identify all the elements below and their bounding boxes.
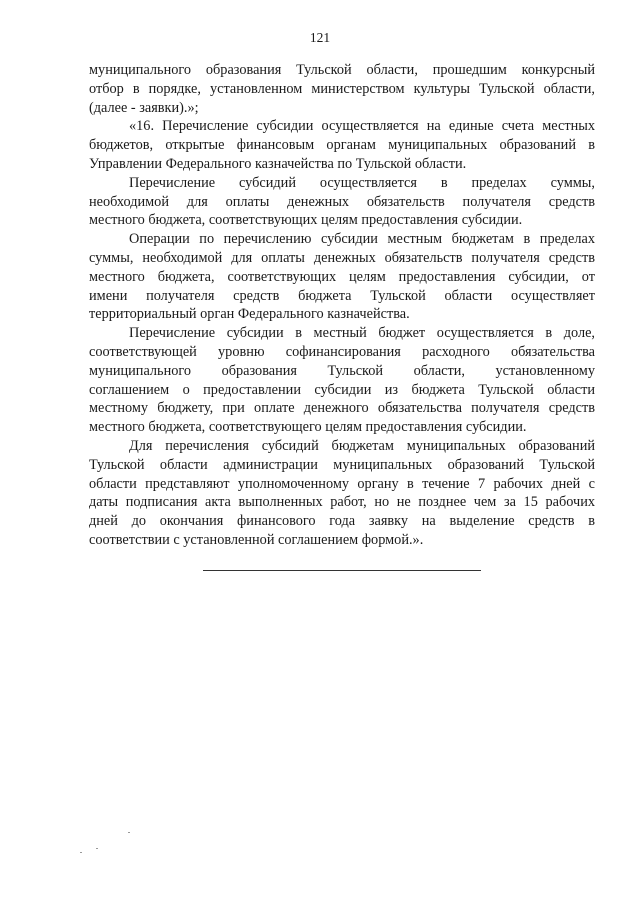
text-line: местному бюджету, при оплате денежного обязательства получателя средств bbox=[89, 400, 595, 417]
paragraph bbox=[89, 324, 595, 437]
scan-artifact bbox=[128, 832, 130, 833]
text-line: области представляют уполномоченному органу в течение 7 рабочих дней с bbox=[89, 475, 595, 492]
text-line: суммы, необходимой для оплаты денежных обязательств получателя средств bbox=[89, 249, 595, 266]
text-line: имени получателя средств бюджета Тульской области осуществляет bbox=[89, 287, 595, 304]
text-line: местного бюджета, соответствующего целям предоставления субсидии. bbox=[89, 419, 527, 436]
text-line: необходимой для оплаты денежных обязательств получателя средств bbox=[89, 193, 595, 210]
text-line: (далее - заявки).»; bbox=[89, 99, 199, 116]
paragraph bbox=[89, 117, 595, 173]
text-line: муниципального образования Тульской области, установленному bbox=[89, 362, 595, 379]
text-line: Для перечисления субсидий бюджетам муниципальных образований bbox=[129, 437, 595, 454]
text-line: местного бюджета, соответствующих целям предоставления субсидии. bbox=[89, 212, 523, 229]
closing-separator-line bbox=[203, 570, 481, 571]
text-line: бюджетов, открытые финансовым органам муниципальных образований в bbox=[89, 137, 595, 154]
text-line: соглашением о предоставлении субсидии из бюджета Тульской области bbox=[89, 381, 595, 398]
text-line: Операции по перечислению субсидии местным бюджетам в пределах bbox=[129, 231, 595, 248]
paragraph bbox=[89, 174, 595, 230]
page-number: 121 bbox=[309, 30, 331, 45]
scan-artifact bbox=[96, 848, 98, 849]
document-body bbox=[89, 61, 595, 550]
text-line: местного бюджета, соответствующих целям предоставления субсидии, от bbox=[89, 268, 595, 285]
text-line: соответствии с установленной соглашением формой.». bbox=[89, 531, 424, 548]
paragraph bbox=[89, 61, 595, 117]
paragraph bbox=[89, 437, 595, 550]
text-line: Перечисление субсидий осуществляется в пределах суммы, bbox=[129, 174, 595, 191]
text-line: соответствующей уровню софинансирования расходного обязательства bbox=[89, 343, 595, 360]
text-line: дней до окончания финансового года заявку на выделение средств в bbox=[89, 513, 595, 530]
text-line: Управлении Федерального казначейства по Тульской области. bbox=[89, 155, 467, 172]
text-line: отбор в порядке, установленном министерством культуры Тульской области, bbox=[89, 80, 595, 97]
text-line: территориальный орган Федерального казначейства. bbox=[89, 306, 410, 323]
paragraph bbox=[89, 230, 595, 324]
text-line: Перечисление субсидии в местный бюджет осуществляется в доле, bbox=[129, 325, 595, 342]
text-line: «16. Перечисление субсидии осуществляется на единые счета местных bbox=[129, 118, 595, 135]
text-line: Тульской области администрации муниципальных образований Тульской bbox=[89, 456, 595, 473]
text-line: муниципального образования Тульской области, прошедшим конкурсный bbox=[89, 62, 595, 78]
scan-artifact bbox=[80, 852, 82, 853]
text-line: даты подписания акта выполненных работ, но не позднее чем за 15 рабочих bbox=[89, 494, 595, 511]
